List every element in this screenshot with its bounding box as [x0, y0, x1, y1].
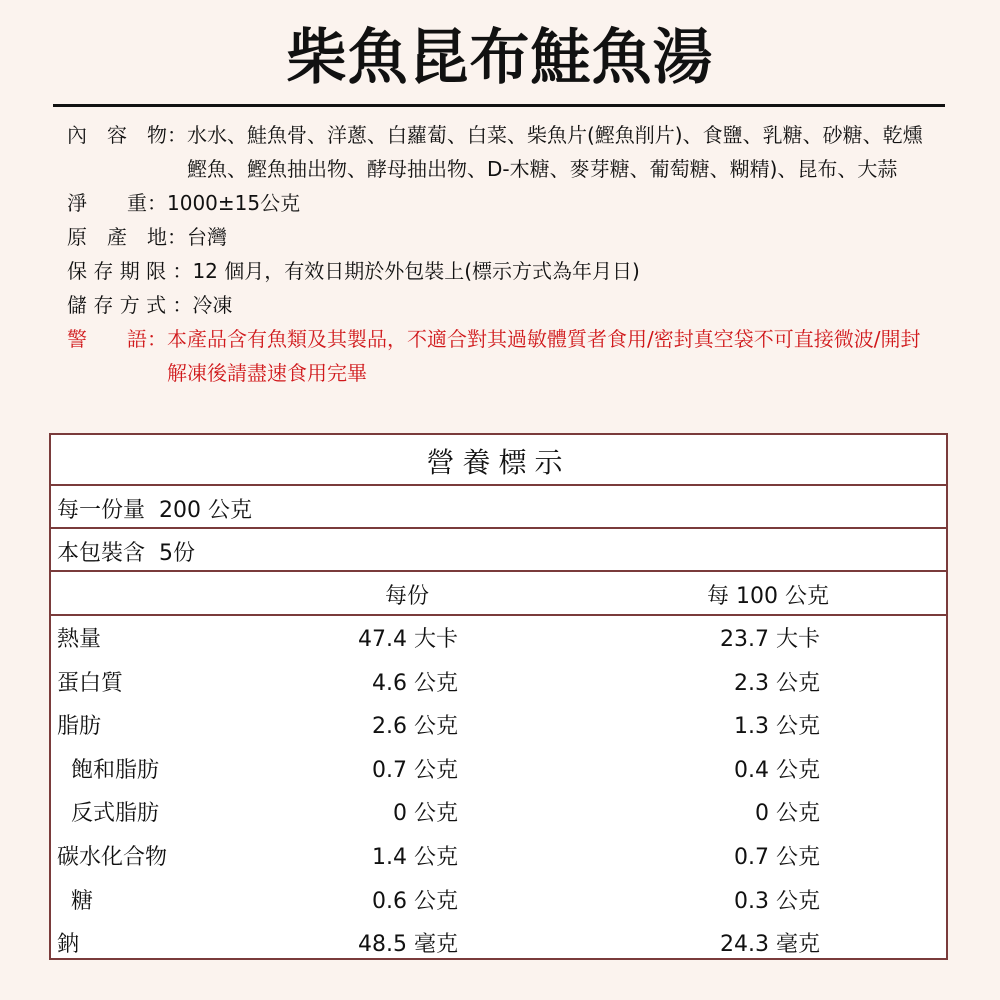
nutrient-name: 糖 — [57, 889, 93, 914]
nutrient-per-100g: 1.3 公克 — [734, 714, 820, 739]
nutrient-per-100g: 24.3 毫克 — [720, 932, 820, 957]
table-divider — [51, 614, 946, 616]
col-per-serving: 每份 — [385, 584, 430, 609]
title-divider — [53, 104, 945, 107]
serving-size: 每一份量 200 公克 — [57, 498, 252, 523]
origin-value: 台灣 — [187, 225, 227, 249]
table-divider — [51, 527, 946, 529]
nutrient-name: 熱量 — [57, 627, 102, 652]
table-divider — [51, 484, 946, 486]
nutrient-name: 蛋白質 — [57, 671, 124, 696]
net-weight-value: 1000±15公克 — [167, 191, 301, 215]
table-divider — [51, 570, 946, 572]
product-title: 柴魚昆布鮭魚湯 — [286, 23, 714, 93]
nutrient-per-serving: 2.6 公克 — [372, 714, 458, 739]
shelf-life-row — [67, 254, 937, 288]
nutrient-per-serving: 0.6 公克 — [372, 889, 458, 914]
nutrient-per-serving: 1.4 公克 — [372, 845, 458, 870]
nutrient-per-100g: 0.4 公克 — [734, 758, 820, 783]
nutrition-table — [49, 433, 948, 960]
nutrient-name: 脂肪 — [57, 714, 102, 739]
warning-value: 本產品含有魚類及其製品，不適合對其過敏體質者食用/密封真空袋不可直接微波/開封解凍後請盡速食用完畢 — [167, 327, 921, 385]
nutrient-per-100g: 0.3 公克 — [734, 889, 820, 914]
product-info — [67, 118, 937, 390]
net-weight-label: 淨 重： — [67, 191, 167, 215]
storage-row — [67, 288, 937, 322]
net-weight-row — [67, 186, 937, 220]
origin-label: 原 產 地： — [67, 225, 187, 249]
servings-per-package: 本包裝含 5份 — [57, 541, 195, 566]
storage-label: 儲 存 方 式 ： — [67, 293, 193, 317]
ingredients-row — [67, 118, 937, 186]
nutrition-heading: 營養標示 — [426, 446, 571, 479]
storage-value: 冷凍 — [192, 293, 233, 317]
nutrient-per-100g: 23.7 大卡 — [720, 627, 820, 652]
shelf-life-label: 保 存 期 限 ： — [67, 259, 193, 283]
nutrient-per-serving: 47.4 大卡 — [358, 627, 458, 652]
col-per-100g: 每 100 公克 — [707, 584, 829, 609]
nutrient-per-serving: 0.7 公克 — [372, 758, 458, 783]
nutrient-per-serving: 0 公克 — [393, 801, 458, 826]
nutrient-per-100g: 0.7 公克 — [734, 845, 820, 870]
shelf-life-value: 12 個月，有效日期於外包裝上(標示方式為年月日) — [192, 259, 640, 283]
warning-row — [67, 322, 937, 390]
nutrient-name: 飽和脂肪 — [57, 758, 159, 783]
nutrient-name: 碳水化合物 — [57, 845, 168, 870]
nutrient-name: 鈉 — [57, 932, 80, 957]
warning-label: 警 語： — [67, 327, 167, 351]
nutrient-name: 反式脂肪 — [57, 801, 159, 826]
ingredients-value: 水水、鮭魚骨、洋蔥、白蘿蔔、白菜、柴魚片(鰹魚削片)、食鹽、乳糖、砂糖、乾燻鰹魚、鰹魚抽出物、酵母抽出物、D-木糖、麥芽糖、葡萄糖、糊精)、昆布、大蒜 — [187, 123, 923, 181]
origin-row — [67, 220, 937, 254]
nutrient-per-serving: 48.5 毫克 — [358, 932, 458, 957]
nutrient-per-serving: 4.6 公克 — [372, 671, 458, 696]
ingredients-label: 內 容 物： — [67, 123, 187, 147]
nutrient-per-100g: 2.3 公克 — [734, 671, 820, 696]
nutrient-per-100g: 0 公克 — [755, 801, 820, 826]
